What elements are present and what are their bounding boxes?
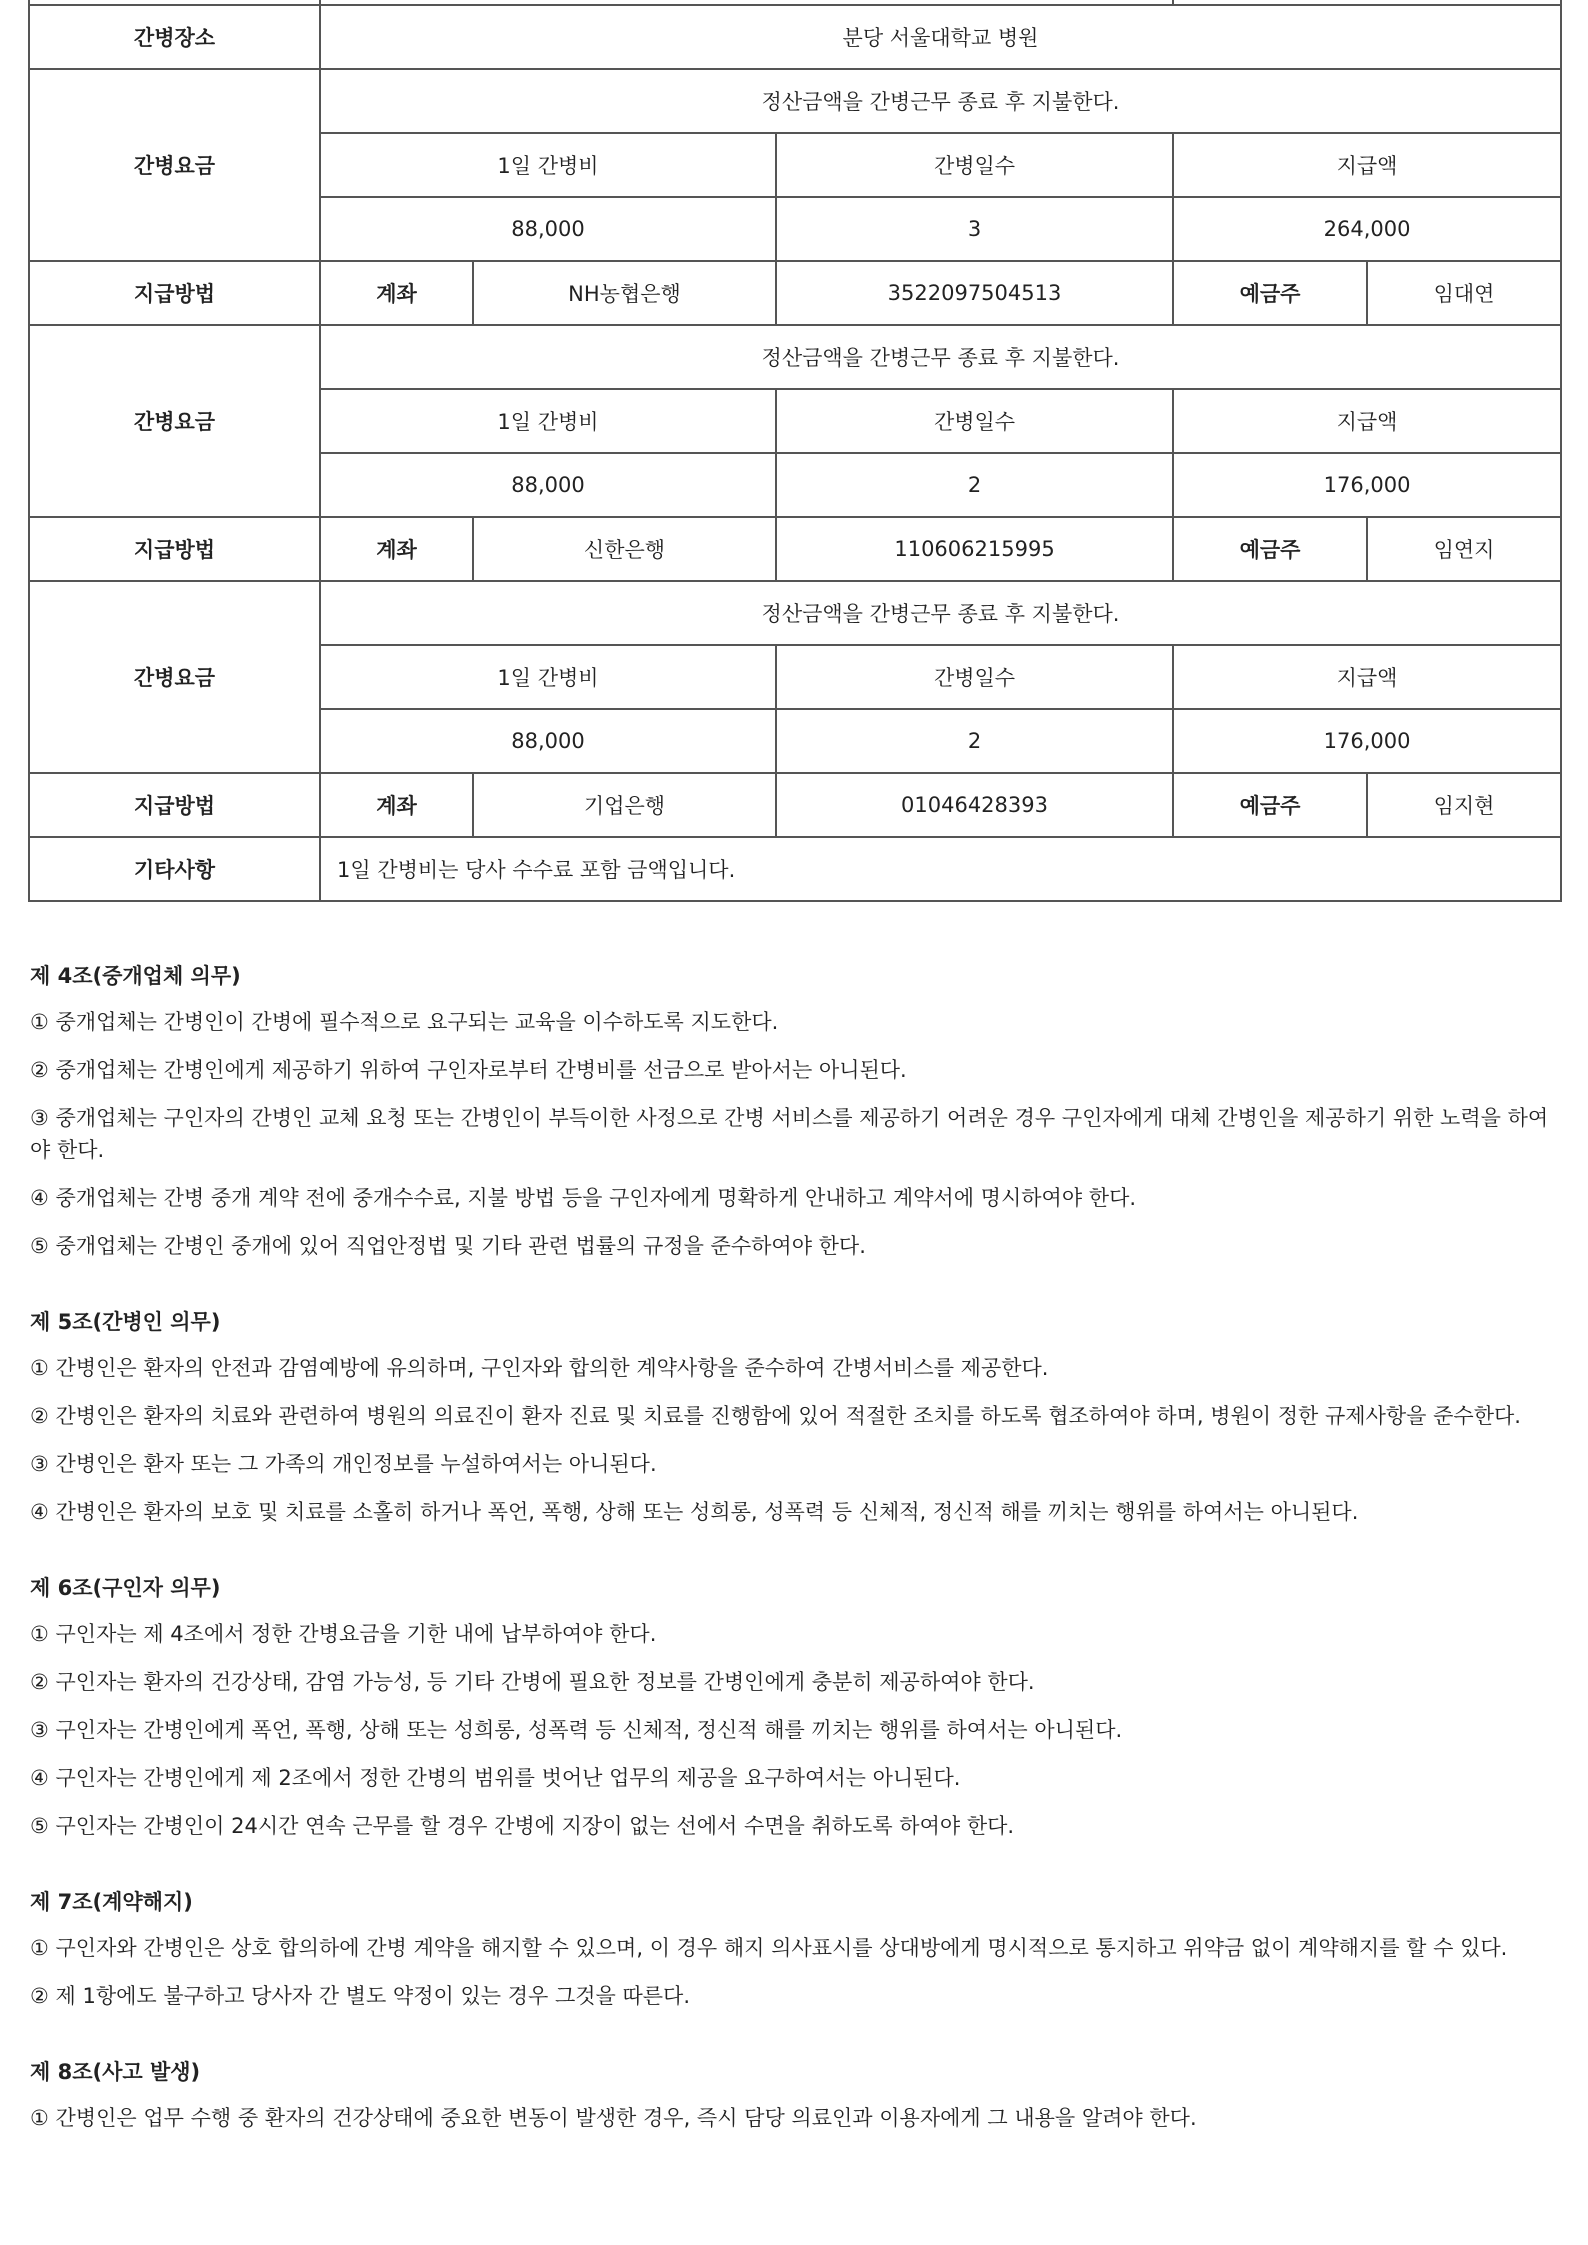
payment-method-label: 지급방법 — [29, 773, 320, 837]
daily-fee-value: 88,000 — [320, 709, 776, 773]
payment-row — [29, 773, 1561, 837]
payment-row — [29, 517, 1561, 581]
amount-value: 176,000 — [1173, 709, 1561, 773]
location-row — [29, 5, 1561, 69]
other-value: 1일 간병비는 당사 수수료 포함 금액입니다. — [320, 837, 1561, 901]
account-label: 계좌 — [320, 773, 473, 837]
daily-fee-value: 88,000 — [320, 453, 776, 517]
fee-note-row — [29, 69, 1561, 133]
account-number: 110606215995 — [776, 517, 1173, 581]
fee-note-row — [29, 581, 1561, 645]
holder-label: 예금주 — [1173, 773, 1367, 837]
article-clause: ③ 간병인은 환자 또는 그 가족의 개인정보를 누설하여서는 아니된다. — [30, 1452, 657, 1476]
amount-value: 264,000 — [1173, 197, 1561, 261]
daily-fee-header: 1일 간병비 — [320, 389, 776, 453]
article-clause: ② 구인자는 환자의 건강상태, 감염 가능성, 등 기타 간병에 필요한 정보를 간병인에게 충분히 제공하여야 한다. — [30, 1670, 1035, 1694]
article-section — [30, 1306, 1560, 1528]
article-clause: ④ 중개업체는 간병 중개 계약 전에 중개수수료, 지불 방법 등을 구인자에게 명확하게 안내하고 계약서에 명시하여야 한다. — [30, 1186, 1137, 1210]
bank-name: 신한은행 — [473, 517, 776, 581]
fee-note: 정산금액을 간병근무 종료 후 지불한다. — [320, 581, 1561, 645]
article-title: 제 8조(사고 발생) — [30, 2060, 201, 2084]
other-row — [29, 837, 1561, 901]
caregiver-contract-table — [28, 0, 1562, 902]
holder-label: 예금주 — [1173, 261, 1367, 325]
holder-name: 임연지 — [1367, 517, 1561, 581]
bank-name: 기업은행 — [473, 773, 776, 837]
amount-header: 지급액 — [1173, 389, 1561, 453]
article-clause: ④ 구인자는 간병인에게 제 2조에서 정한 간병의 범위를 벗어난 업무의 제공을 요구하여서는 아니된다. — [30, 1766, 961, 1790]
article-clause: ① 구인자는 제 4조에서 정한 간병요금을 기한 내에 납부하여야 한다. — [30, 1622, 657, 1646]
fee-note: 정산금액을 간병근무 종료 후 지불한다. — [320, 325, 1561, 389]
contract-articles — [30, 960, 1560, 2178]
days-header: 간병일수 — [776, 133, 1173, 197]
days-header: 간병일수 — [776, 389, 1173, 453]
article-title: 제 5조(간병인 의무) — [30, 1310, 221, 1334]
fee-note: 정산금액을 간병근무 종료 후 지불한다. — [320, 69, 1561, 133]
article-clause: ③ 중개업체는 구인자의 간병인 교체 요청 또는 간병인이 부득이한 사정으로 간병 서비스를 제공하기 어려운 경우 구인자에게 대체 간병인을 제공하기 위한 노력을 하여야 한다. — [30, 1106, 1549, 1162]
amount-header: 지급액 — [1173, 645, 1561, 709]
article-clause: ③ 구인자는 간병인에게 폭언, 폭행, 상해 또는 성희롱, 성폭력 등 신체적, 정신적 해를 끼치는 행위를 하여서는 아니된다. — [30, 1718, 1123, 1742]
fee-note-row — [29, 325, 1561, 389]
days-header: 간병일수 — [776, 645, 1173, 709]
article-clause: ⑤ 구인자는 간병인이 24시간 연속 근무를 할 경우 간병에 지장이 없는 선에서 수면을 취하도록 하여야 한다. — [30, 1814, 1015, 1838]
article-clause: ① 간병인은 업무 수행 중 환자의 건강상태에 중요한 변동이 발생한 경우, 즉시 담당 의료인과 이용자에게 그 내용을 알려야 한다. — [30, 2106, 1197, 2130]
article-section — [30, 1572, 1560, 1842]
bank-name: NH농협은행 — [473, 261, 776, 325]
holder-name: 임대연 — [1367, 261, 1561, 325]
article-clause: ② 제 1항에도 불구하고 당사자 간 별도 약정이 있는 경우 그것을 따른다. — [30, 1984, 691, 2008]
account-number: 01046428393 — [776, 773, 1173, 837]
holder-label: 예금주 — [1173, 517, 1367, 581]
location-value: 분당 서울대학교 병원 — [320, 5, 1561, 69]
daily-fee-value: 88,000 — [320, 197, 776, 261]
amount-header: 지급액 — [1173, 133, 1561, 197]
account-label: 계좌 — [320, 261, 473, 325]
days-value: 2 — [776, 453, 1173, 517]
location-label: 간병장소 — [29, 5, 320, 69]
days-value: 3 — [776, 197, 1173, 261]
account-number: 3522097504513 — [776, 261, 1173, 325]
payment-row — [29, 261, 1561, 325]
other-label: 기타사항 — [29, 837, 320, 901]
article-clause: ② 간병인은 환자의 치료와 관련하여 병원의 의료진이 환자 진료 및 치료를 진행함에 있어 적절한 조치를 하도록 협조하여야 하며, 병원이 정한 규제사항을 준수한다. — [30, 1404, 1521, 1428]
payment-method-label: 지급방법 — [29, 517, 320, 581]
fee-label: 간병요금 — [29, 69, 320, 261]
article-clause: ⑤ 중개업체는 간병인 중개에 있어 직업안정법 및 기타 관련 법률의 규정을 준수하여야 한다. — [30, 1234, 866, 1258]
account-label: 계좌 — [320, 517, 473, 581]
payment-method-label: 지급방법 — [29, 261, 320, 325]
article-clause: ① 구인자와 간병인은 상호 합의하에 간병 계약을 해지할 수 있으며, 이 경우 해지 의사표시를 상대방에게 명시적으로 통지하고 위약금 없이 계약해지를 할 수 있다. — [30, 1936, 1508, 1960]
fee-label: 간병요금 — [29, 581, 320, 773]
article-clause: ② 중개업체는 간병인에게 제공하기 위하여 구인자로부터 간병비를 선금으로 받아서는 아니된다. — [30, 1058, 907, 1082]
article-section — [30, 2056, 1560, 2134]
amount-value: 176,000 — [1173, 453, 1561, 517]
holder-name: 임지현 — [1367, 773, 1561, 837]
fee-label: 간병요금 — [29, 325, 320, 517]
article-clause: ① 중개업체는 간병인이 간병에 필수적으로 요구되는 교육을 이수하도록 지도한다. — [30, 1010, 779, 1034]
article-title: 제 6조(구인자 의무) — [30, 1576, 221, 1600]
daily-fee-header: 1일 간병비 — [320, 133, 776, 197]
daily-fee-header: 1일 간병비 — [320, 645, 776, 709]
article-title: 제 4조(중개업체 의무) — [30, 964, 241, 988]
article-section — [30, 1886, 1560, 2012]
days-value: 2 — [776, 709, 1173, 773]
article-section — [30, 960, 1560, 1262]
article-clause: ④ 간병인은 환자의 보호 및 치료를 소홀히 하거나 폭언, 폭행, 상해 또는 성희롱, 성폭력 등 신체적, 정신적 해를 끼치는 행위를 하여서는 아니된다. — [30, 1500, 1359, 1524]
article-clause: ① 간병인은 환자의 안전과 감염예방에 유의하며, 구인자와 합의한 계약사항을 준수하여 간병서비스를 제공한다. — [30, 1356, 1049, 1380]
article-title: 제 7조(계약해지) — [30, 1890, 193, 1914]
